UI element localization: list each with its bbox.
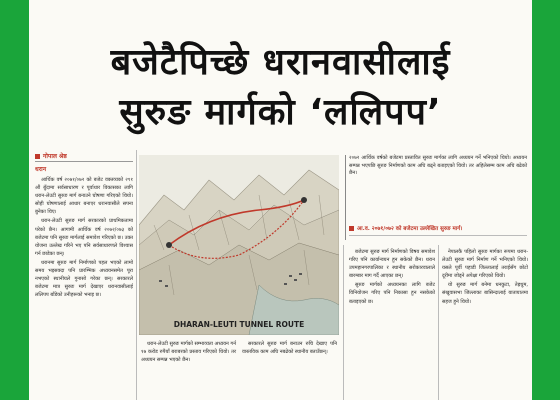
caption-bullet-icon	[349, 226, 354, 231]
sidebar-text-box: २०७२ आर्थिक वर्षको बजेटमा प्रस्तावित सुरुङ मार्गका लागि अध्ययन गर्ने भनिएको थियो। अध्ययन सम्पन्न भएपछि सुरुङ निर्माणको काम अघि बढ्ने बताइएको थियो। तर अहिलेसम्म काम अघि बढेको छैन।	[349, 155, 527, 177]
byline	[35, 152, 135, 160]
paragraph: बजेटमा सुरुङ मार्ग निर्माणको विषय समावेश गरिए पनि कार्यान्वयन हुन सकेको छैन। धरान उपमहानगरपालिका र स्थानीय सरोकारवालाले बारम्बार माग गर्दै आएका छन्।	[349, 249, 435, 280]
article-column-3	[349, 248, 435, 400]
photo-caption-text: आ.व. २०७१/०७२ को बजेटमा उल्लेखित सुरुङ मार्ग।	[357, 226, 463, 232]
map-illustration	[139, 155, 339, 335]
sidebox-divider	[345, 155, 346, 240]
column-divider	[136, 150, 137, 400]
paragraph: यो सुरुङ मार्ग बनेमा धनकुटा, तेह्रथुम, संखुवासभा जिल्लाका बासिन्दालाई यातायातमा सहज हुने थियो।	[442, 282, 528, 305]
paragraph: सरकारले सुरुङ मार्ग बनाउन रुचि देखाए पनि वास्तविक काम अघि नबढेको स्थानीय बताउँछन्।	[242, 341, 337, 356]
paragraph: नेपालकै पहिलो सुरुङ मार्गका रूपमा धरान-लेउटी सुरुङ मार्ग निर्माण गर्ने भनिएको थियो। यसले पूर्वी पहाडी जिल्लालाई तराईसँग छोटो दूरीमा जोड्ने अपेक्षा गरिएको थियो।	[442, 249, 528, 280]
headline-line-1: बजेटैपिच्छे धरानवासीलाई	[110, 42, 451, 83]
headline-line-2: सुरुङ मार्गको ‘ललिपप’	[119, 92, 442, 133]
byline-divider	[35, 161, 133, 162]
paragraph: सुरुङ मार्गको अध्ययनका लागि बजेट विनियोजन गरिए पनि निकासा हुन नसकेको बताइएको छ।	[349, 282, 435, 305]
article-column-4	[442, 248, 528, 400]
paragraph: धरान-लेउटी सुरुङ मार्गको सम्भाव्यता अध्ययन गर्न १७ करोड रुपैयाँ बराबरको प्रस्ताव गरिएको थियो। तर अध्ययन सम्पन्न भएको छैन।	[141, 341, 236, 364]
article-column-1	[35, 176, 133, 400]
tunnel-route-map	[139, 155, 339, 335]
column-divider	[438, 245, 439, 400]
paragraph: धरान-लेउटी सुरुङ मार्ग सरकारको प्राथमिकतामा परेको छैन। आगामी आर्थिक वर्ष २०७२/०७३ को बजेटमा पनि सुरुङ मार्गलाई समावेश गरिएको छ। उक्त योजना उल्लेख गरिने भए पनि सर्वसाधारणले विश्वास गर्न छाडेका छन्।	[35, 218, 133, 257]
paragraph: आर्थिक वर्ष २०७१/०७२ को बजेट वक्तव्यको २९१ औं बुँदामा सर्वसाधारण र पूर्वाधार विकासका लागि धरान-लेउटी सुरुङ मार्ग बनाउने घोषणा गरिएको थियो। सोही घोषणालाई आधार बनाएर धरानवासीले सपना बुनेका थिए।	[35, 177, 133, 216]
photo-caption	[349, 224, 527, 236]
byline-author: गोपाल श्रेष्ठ	[43, 153, 67, 160]
newspaper-page	[29, 0, 532, 400]
dateline: धरान	[35, 166, 47, 173]
map-caption: DHARAN-LEUTI TUNNEL ROUTE	[173, 320, 305, 329]
paragraph: धरानमा सुरुङ मार्ग निर्माणको पहल भएको लामो समय भइसक्दा पनि प्रारम्भिक अध्ययनसमेत पूरा नभएको स्थानीयले गुनासो गरेका छन्। सरकारले बजेटमा मात्र सुरुङ मार्ग देखाएर धरानवासीलाई ललिपप बाँडेको उनीहरूको भनाइ छ।	[35, 259, 133, 299]
column-divider	[343, 245, 344, 400]
article-column-2	[141, 340, 337, 400]
byline-bullet-icon	[35, 154, 40, 159]
